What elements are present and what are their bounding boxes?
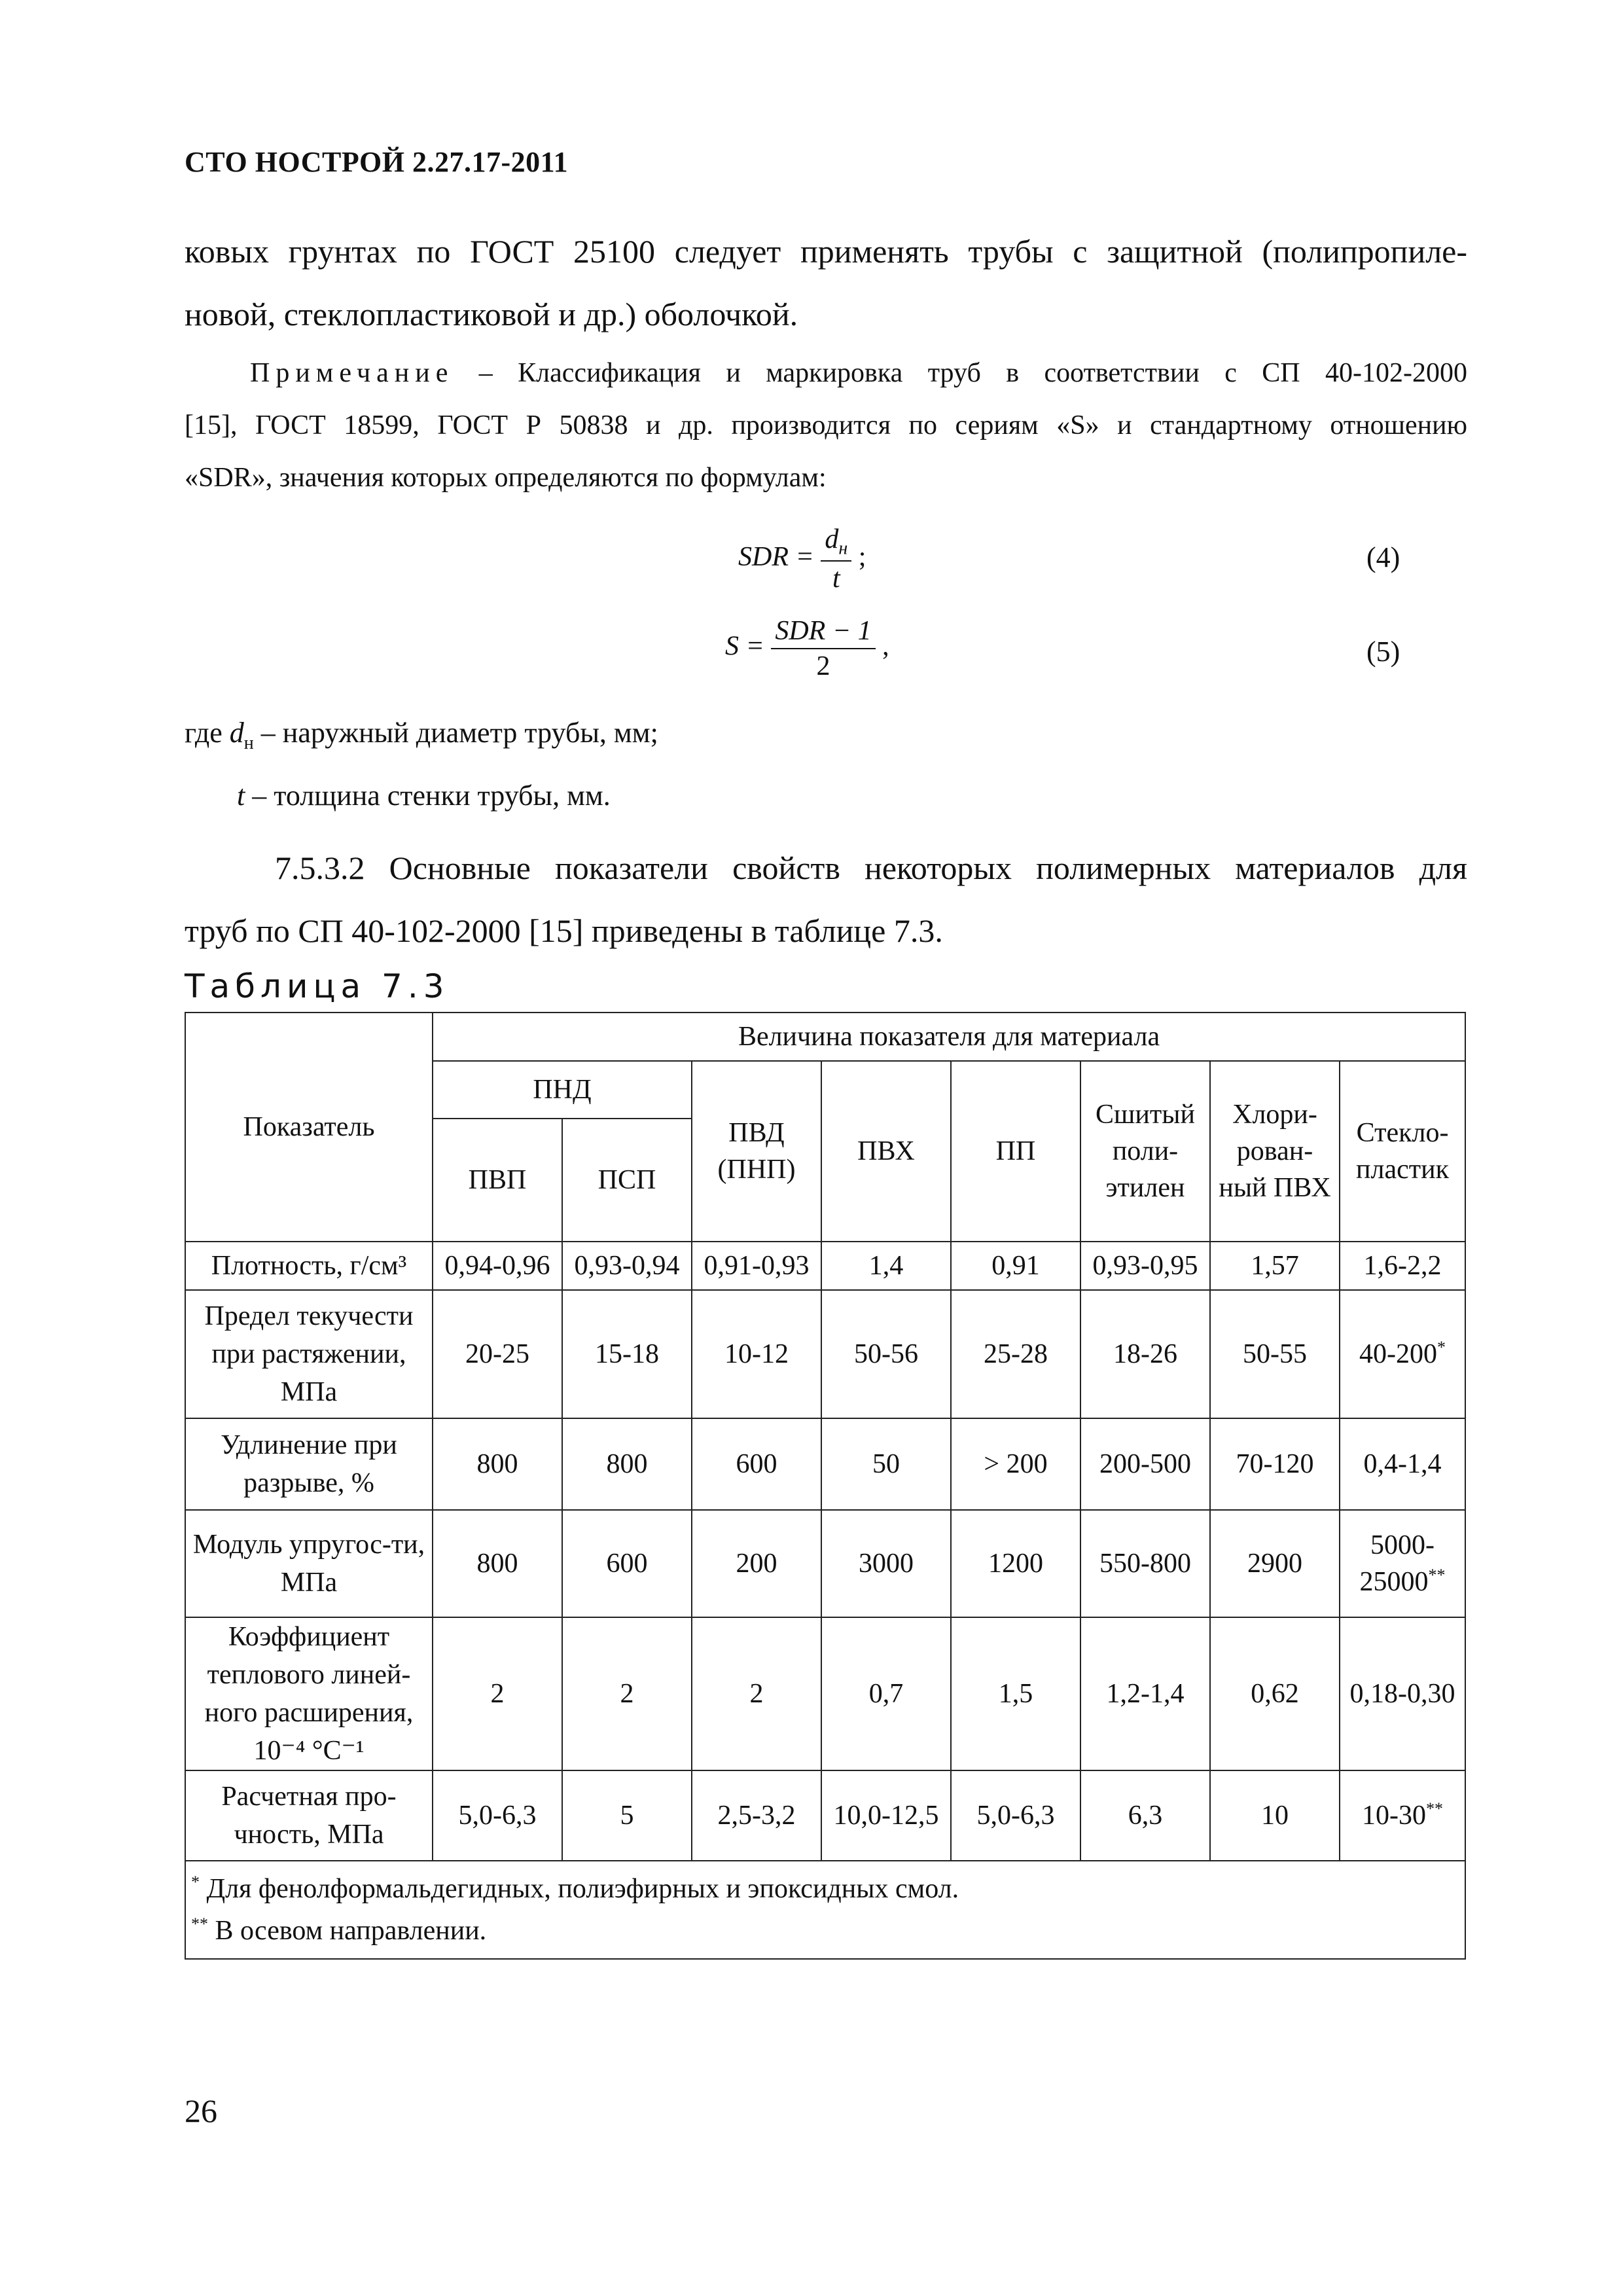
formula-4-lhs: SDR =	[738, 541, 821, 572]
cell-value: 0,91-0,93	[704, 1251, 810, 1281]
table-cell	[1340, 1242, 1465, 1290]
document-code-header: СТО НОСТРОЙ 2.27.17-2011	[185, 146, 569, 178]
footnote-1-mark: *	[191, 1873, 200, 1892]
table-cell	[433, 1770, 562, 1861]
table-cell	[1080, 1242, 1210, 1290]
row-label: Удлинение при разрыве, %	[185, 1418, 433, 1510]
formula-5-fraction	[771, 615, 875, 682]
table-cell	[951, 1418, 1080, 1510]
cell-value: 50-56	[854, 1339, 918, 1369]
note-line-1	[185, 347, 1467, 399]
table-body	[185, 1242, 1465, 1861]
pnd-header: ПНД	[433, 1061, 692, 1119]
table-cell	[433, 1242, 562, 1290]
cell-value: 550-800	[1099, 1549, 1191, 1579]
indicator-column-header: Показатель	[185, 1013, 433, 1242]
table-cell	[1340, 1418, 1465, 1510]
table-cell	[1080, 1617, 1210, 1770]
table-cell	[692, 1770, 821, 1861]
cell-value: 600	[736, 1449, 777, 1479]
where-dn-symbol: d	[229, 717, 244, 749]
cell-value: 0,7	[868, 1679, 904, 1709]
formula-4	[738, 524, 866, 594]
cell-value: 5000-25000	[1359, 1530, 1435, 1597]
cell-value: 50-55	[1243, 1339, 1307, 1369]
cell-value: 0,4-1,4	[1363, 1449, 1442, 1479]
material-group-header: Величина показателя для материала	[433, 1013, 1465, 1061]
formula-5-tail: ,	[875, 631, 889, 662]
table-cell	[1340, 1617, 1465, 1770]
table-footnotes	[185, 1861, 1465, 1959]
row-label: Расчетная про-чность, МПа	[185, 1770, 433, 1861]
cell-value: 18-26	[1113, 1339, 1177, 1369]
table-cell	[1210, 1770, 1340, 1861]
fiberglass-header: Стекло-пластик	[1340, 1061, 1465, 1242]
note-paragraph	[185, 347, 1467, 504]
properties-table	[185, 1012, 1466, 1960]
table-cell	[1080, 1418, 1210, 1510]
formula-4-numerator-subscript: н	[838, 538, 848, 559]
table-cell	[951, 1510, 1080, 1617]
pvp-header: ПВП	[433, 1119, 562, 1242]
table-cell	[1210, 1418, 1340, 1510]
table-cell	[562, 1290, 692, 1418]
cell-value: 2	[749, 1679, 764, 1709]
cell-footnote-mark: **	[1426, 1799, 1444, 1818]
cell-value: 2	[490, 1679, 505, 1709]
where-dn-subscript: н	[243, 732, 254, 753]
row-label: Предел текучести при растяжении, МПа	[185, 1290, 433, 1418]
where-dn-text: – наружный диаметр трубы, мм;	[260, 717, 658, 749]
table-cell	[951, 1242, 1080, 1290]
cell-value: 1,2-1,4	[1106, 1679, 1185, 1709]
table-cell	[1340, 1510, 1465, 1617]
cell-value: 1,4	[868, 1251, 904, 1281]
table-cell	[821, 1290, 951, 1418]
table-cell	[1210, 1290, 1340, 1418]
note-line-1-text: – Классификация и маркировка труб в соответствии с СП 40-102-2000	[454, 358, 1467, 388]
formula-4-fraction	[821, 524, 851, 594]
table-cell	[562, 1418, 692, 1510]
cell-value: 800	[476, 1549, 518, 1579]
cell-value: 15-18	[595, 1339, 659, 1369]
cell-value: 0,18-0,30	[1349, 1679, 1455, 1709]
table-cell	[433, 1290, 562, 1418]
table-cell	[1080, 1290, 1210, 1418]
table-row	[185, 1617, 1465, 1770]
cell-value: 20-25	[465, 1339, 529, 1369]
cell-value: 2	[620, 1679, 634, 1709]
pvh-header: ПВХ	[821, 1061, 951, 1242]
table-row	[185, 1290, 1465, 1418]
formula-5-numerator: SDR − 1	[771, 615, 875, 649]
table-cell	[951, 1617, 1080, 1770]
table-cell	[1210, 1242, 1340, 1290]
formula-5-lhs: S =	[725, 631, 772, 662]
row-label: Коэффициент теплового линей-ного расширения, 10⁻⁴ °С⁻¹	[185, 1617, 433, 1770]
table-cell	[1340, 1290, 1465, 1418]
cell-value: 10	[1261, 1801, 1289, 1831]
table-cell	[821, 1418, 951, 1510]
table-row	[185, 1418, 1465, 1510]
cell-value: 10-30	[1362, 1801, 1427, 1831]
table-row	[185, 1770, 1465, 1861]
footnote-2-mark: **	[191, 1914, 208, 1933]
cell-value: 1200	[988, 1549, 1043, 1579]
cell-value: 0,91	[991, 1251, 1040, 1281]
cell-value: 800	[476, 1449, 518, 1479]
page-number: 26	[185, 2092, 217, 2129]
psp-header: ПСП	[562, 1119, 692, 1242]
table-cell	[562, 1242, 692, 1290]
table-cell	[433, 1418, 562, 1510]
table-cell	[692, 1290, 821, 1418]
cell-value: 0,93-0,95	[1092, 1251, 1198, 1281]
formula-4-number: (4)	[1366, 541, 1400, 573]
cell-value: > 200	[984, 1449, 1048, 1479]
table-row	[185, 1510, 1465, 1617]
formula-5	[725, 615, 889, 682]
section-line-2: труб по СП 40-102-2000 [15] приведены в таблице 7.3.	[185, 912, 943, 949]
where-t-line	[237, 779, 611, 812]
cell-value: 0,93-0,94	[574, 1251, 680, 1281]
table-cell	[562, 1770, 692, 1861]
note-label: Примечание	[250, 358, 454, 388]
table-row	[185, 1242, 1465, 1290]
formula-4-tail: ;	[851, 541, 866, 572]
footnote-2	[191, 1910, 1462, 1952]
cell-value: 70-120	[1236, 1449, 1314, 1479]
table-cell	[1080, 1510, 1210, 1617]
cell-value: 600	[606, 1549, 648, 1579]
table-cell	[951, 1290, 1080, 1418]
intro-paragraph	[185, 220, 1467, 346]
cell-value: 5	[620, 1801, 634, 1831]
table-cell	[562, 1510, 692, 1617]
table-cell	[692, 1418, 821, 1510]
where-dn-line	[185, 716, 658, 754]
cell-value: 0,94-0,96	[444, 1251, 550, 1281]
chlorinated-pvc-header: Хлори-рован-ный ПВХ	[1210, 1061, 1340, 1242]
table-cell	[433, 1510, 562, 1617]
cell-footnote-mark: *	[1437, 1338, 1446, 1357]
formula-5-denominator: 2	[816, 651, 830, 681]
table-cell	[821, 1770, 951, 1861]
cell-value: 1,5	[998, 1679, 1033, 1709]
cell-value: 5,0-6,3	[458, 1801, 537, 1831]
section-line-1: 7.5.3.2 Основные показатели свойств некоторых полимерных материалов для	[275, 850, 1467, 886]
note-line-2: [15], ГОСТ 18599, ГОСТ Р 50838 и др. производится по сериям «S» и стандартному отношению	[185, 410, 1467, 440]
footnote-1-text: Для фенолформальдегидных, полиэфирных и эпоксидных смол.	[200, 1874, 959, 1904]
table-cell	[1210, 1510, 1340, 1617]
table-cell	[692, 1242, 821, 1290]
note-line-3: «SDR», значения которых определяются по формулам:	[185, 463, 827, 493]
pvd-header: ПВД (ПНП)	[692, 1061, 821, 1242]
cell-value: 2,5-3,2	[717, 1801, 796, 1831]
table-cell	[562, 1617, 692, 1770]
cell-value: 800	[606, 1449, 648, 1479]
cell-value: 40-200	[1359, 1339, 1438, 1369]
intro-line-1: ковых грунтах по ГОСТ 25100 следует применять трубы с защитной (полипропиле-	[185, 233, 1467, 270]
table-cell	[692, 1617, 821, 1770]
footnote-2-text: В осевом направлении.	[208, 1916, 487, 1946]
pp-header: ПП	[951, 1061, 1080, 1242]
cell-value: 2900	[1247, 1549, 1302, 1579]
table-cell	[821, 1617, 951, 1770]
cell-value: 10-12	[724, 1339, 789, 1369]
section-paragraph	[185, 836, 1467, 962]
where-t-text: – толщина стенки трубы, мм.	[245, 780, 611, 812]
cell-value: 1,57	[1251, 1251, 1299, 1281]
cell-value: 5,0-6,3	[976, 1801, 1055, 1831]
cell-value: 10,0-12,5	[833, 1801, 939, 1831]
intro-line-2: новой, стеклопластиковой и др.) оболочкой.	[185, 296, 798, 332]
cell-value: 50	[872, 1449, 900, 1479]
cell-value: 1,6-2,2	[1363, 1251, 1442, 1281]
cell-value: 25-28	[984, 1339, 1048, 1369]
where-t-symbol: t	[237, 780, 245, 812]
table-cell	[1210, 1617, 1340, 1770]
cell-value: 0,62	[1251, 1679, 1299, 1709]
table-cell	[433, 1617, 562, 1770]
cell-footnote-mark: **	[1428, 1566, 1446, 1585]
formula-4-numerator: d	[825, 524, 839, 554]
crosslinked-pe-header: Сшитый поли-этилен	[1080, 1061, 1210, 1242]
table-cell	[1080, 1770, 1210, 1861]
formula-4-denominator: t	[832, 564, 840, 594]
footnote-1	[191, 1868, 1462, 1910]
table-cell	[951, 1770, 1080, 1861]
formula-5-number: (5)	[1366, 636, 1400, 668]
row-label: Плотность, г/см³	[185, 1242, 433, 1290]
where-prefix: где	[185, 717, 230, 749]
table-cell	[692, 1510, 821, 1617]
cell-value: 6,3	[1128, 1801, 1163, 1831]
table-caption: Таблица 7.3	[185, 967, 450, 1005]
table-cell	[821, 1242, 951, 1290]
cell-value: 200	[736, 1549, 777, 1579]
row-label: Модуль упругос-ти, МПа	[185, 1510, 433, 1617]
table-cell	[1340, 1770, 1465, 1861]
cell-value: 200-500	[1099, 1449, 1191, 1479]
table-cell	[821, 1510, 951, 1617]
cell-value: 3000	[859, 1549, 914, 1579]
